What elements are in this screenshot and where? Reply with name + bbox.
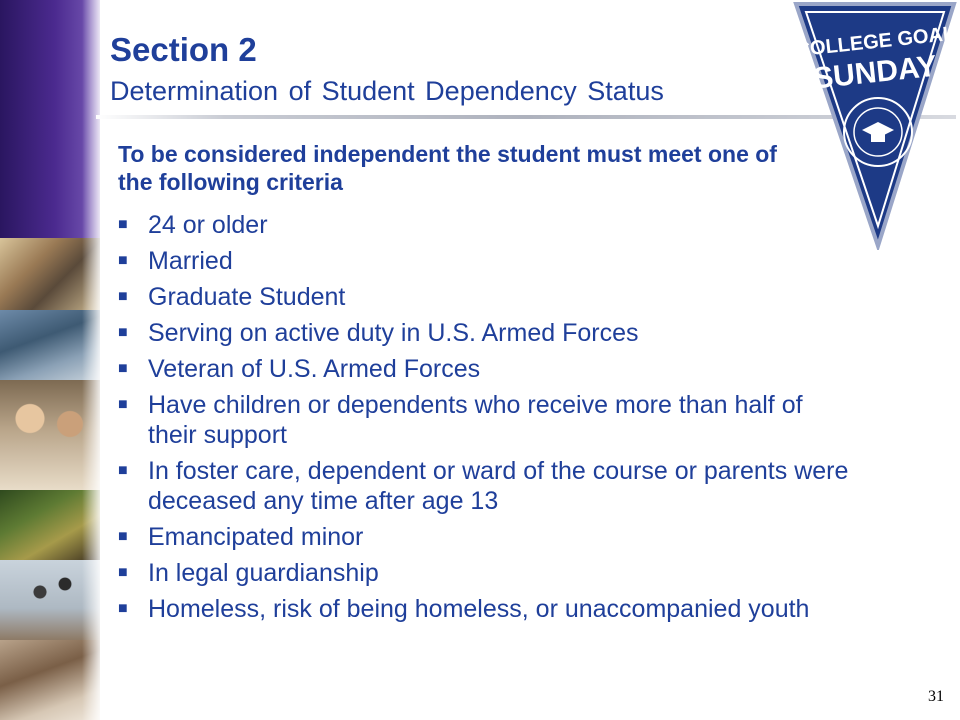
list-item [118, 246, 858, 276]
bullet-square-icon [118, 210, 148, 240]
logo-line1: COLLEGE GOAL [794, 22, 957, 62]
list-item-text: In legal guardianship [148, 559, 379, 587]
list-item-text: Emancipated minor [148, 523, 364, 551]
left-photo-strip [0, 0, 100, 720]
list-item-text: Serving on active duty in U.S. Armed Forces [148, 319, 639, 347]
list-item [118, 558, 858, 588]
page-number: 31 [928, 688, 944, 705]
list-item-text: In foster care, dependent or ward of the course or parents were deceased any time after age 13 [148, 457, 849, 515]
list-item-text: Veteran of U.S. Armed Forces [148, 355, 481, 383]
bullet-square-icon [118, 390, 148, 420]
criteria-list [118, 210, 858, 630]
list-item-text: Married [148, 247, 233, 275]
slide-subtitle: Determination of Student Dependency Status [110, 76, 664, 106]
list-item-text: 24 or older [148, 211, 268, 239]
logo-line2: SUNDAY [811, 49, 939, 96]
list-item [118, 456, 858, 516]
list-item [118, 282, 858, 312]
strip-fade [82, 0, 100, 720]
bullet-square-icon [118, 246, 148, 276]
list-item [118, 210, 858, 240]
bullet-square-icon [118, 522, 148, 552]
bullet-square-icon [118, 558, 148, 588]
criteria-intro: To be considered independent the student must meet one of the following criteria [118, 141, 777, 195]
list-item [118, 594, 858, 624]
bullet-square-icon [118, 354, 148, 384]
list-item [118, 390, 858, 450]
bullet-square-icon [118, 594, 148, 624]
bullet-square-icon [118, 456, 148, 486]
bullet-square-icon [118, 282, 148, 312]
list-item [118, 354, 858, 384]
list-item-text: Graduate Student [148, 283, 346, 311]
list-item-text: Homeless, risk of being homeless, or unaccompanied youth [148, 595, 810, 623]
list-item [118, 522, 858, 552]
bullet-square-icon [118, 318, 148, 348]
list-item [118, 318, 858, 348]
list-item-text: Have children or dependents who receive more than half of their support [148, 391, 803, 449]
slide-title: Section 2 [110, 31, 257, 68]
